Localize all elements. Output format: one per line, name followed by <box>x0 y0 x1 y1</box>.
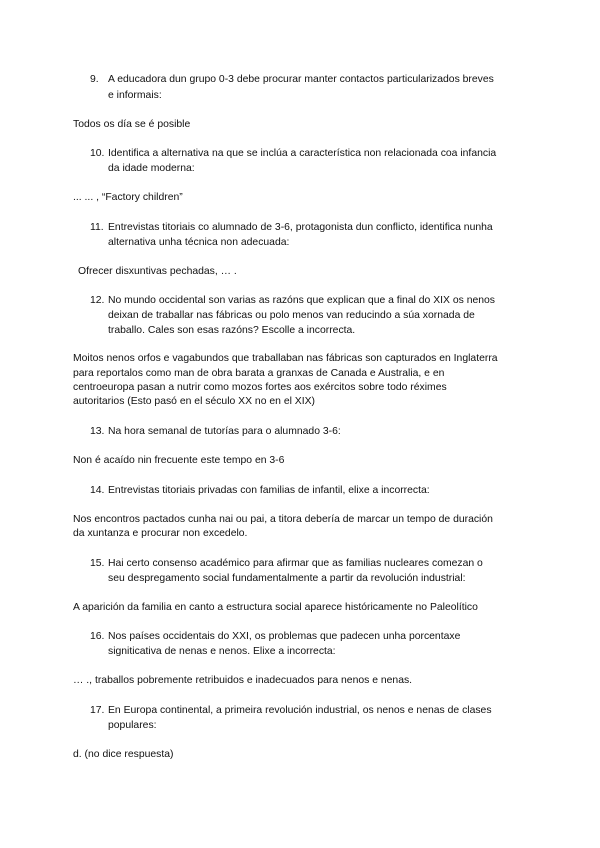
answer-text: Non é acaído nin frecuente este tempo en 3-6 <box>73 455 285 466</box>
question-text: da idade moderna: <box>108 163 195 174</box>
answer-text: Ofrecer disxuntivas pechadas, … . <box>78 266 237 277</box>
answer-text: … ., traballos pobremente retribuidos e inadecuados para nenos e nenas. <box>73 675 413 686</box>
question-text: Entrevistas titoriais co alumnado de 3-6, protagonista dun conflicto, identifica nunha <box>108 222 493 233</box>
question-text: Nos países occidentais do XXI, os problemas que padecen unha porcentaxe <box>108 631 461 642</box>
question-text: Identifica a alternativa na que se inclúa a característica non relacionada coa infancia <box>108 148 497 159</box>
question-number: 10. <box>90 148 105 159</box>
question-text: A educadora dun grupo 0-3 debe procurar manter contactos particularizados breves <box>108 74 494 85</box>
question-text: populares: <box>108 720 157 731</box>
question-text: Entrevistas titoriais privadas con familias de infantil, elixe a incorrecta: <box>108 485 430 496</box>
question-text: seu despregamento social fundamentalmente a partir da revolución industrial: <box>108 573 466 584</box>
answer-text: da xuntanza e procurar non excedelo. <box>73 528 248 539</box>
answer-text: A aparición da familia en canto a estructura social aparece históricamente no Paleolítico <box>73 602 478 613</box>
question-text: No mundo occidental son varias as razóns que explican que a final do XIX os nenos <box>108 295 496 306</box>
question-text: En Europa continental, a primeira revolución industrial, os nenos e nenas de clases <box>108 705 492 716</box>
question-text: e informais: <box>108 90 162 101</box>
question-number: 16. <box>90 631 105 642</box>
answer-text: centroeuropa pasan a nutrir como mozos fortes aos exércitos sobre todo réximes <box>73 382 447 393</box>
question-text: Na hora semanal de tutorías para o alumnado 3-6: <box>108 426 341 437</box>
question-number: 14. <box>90 485 105 496</box>
answer-text: d. (no dice respuesta) <box>73 749 174 760</box>
question-text: alternativa unha técnica non adecuada: <box>108 237 290 248</box>
question-number: 13. <box>90 426 105 437</box>
question-number: 17. <box>90 705 105 716</box>
question-number: 12. <box>90 295 105 306</box>
question-text: signiticativa de nenas e nenos. Elixe a incorrecta: <box>108 646 336 657</box>
question-text: Hai certo consenso académico para afirmar que as familias nucleares comezan o <box>108 558 483 569</box>
question-text: deixan de traballar nas fábricas ou polo menos van reducindo a súa xornada de <box>108 310 475 321</box>
answer-text: Nos encontros pactados cunha nai ou pai, a titora debería de marcar un tempo de duración <box>73 514 493 525</box>
answer-text: para reportalos como man de obra barata a granxas de Canada e Australia, e en <box>73 368 445 379</box>
answer-text: ... ... , “Factory children” <box>73 192 183 203</box>
question-number: 9. <box>90 74 99 85</box>
question-number: 11. <box>90 222 104 233</box>
question-number: 15. <box>90 558 105 569</box>
answer-text: Moitos nenos orfos e vagabundos que traballaban nas fábricas son capturados en Inglaterra <box>73 353 498 364</box>
answer-text: Todos os día se é posible <box>73 119 191 130</box>
question-text: traballo. Cales son esas razóns? Escolle a incorrecta. <box>108 325 356 336</box>
answer-text: autoritarios (Esto pasó en el século XX no en el XIX) <box>73 396 316 407</box>
